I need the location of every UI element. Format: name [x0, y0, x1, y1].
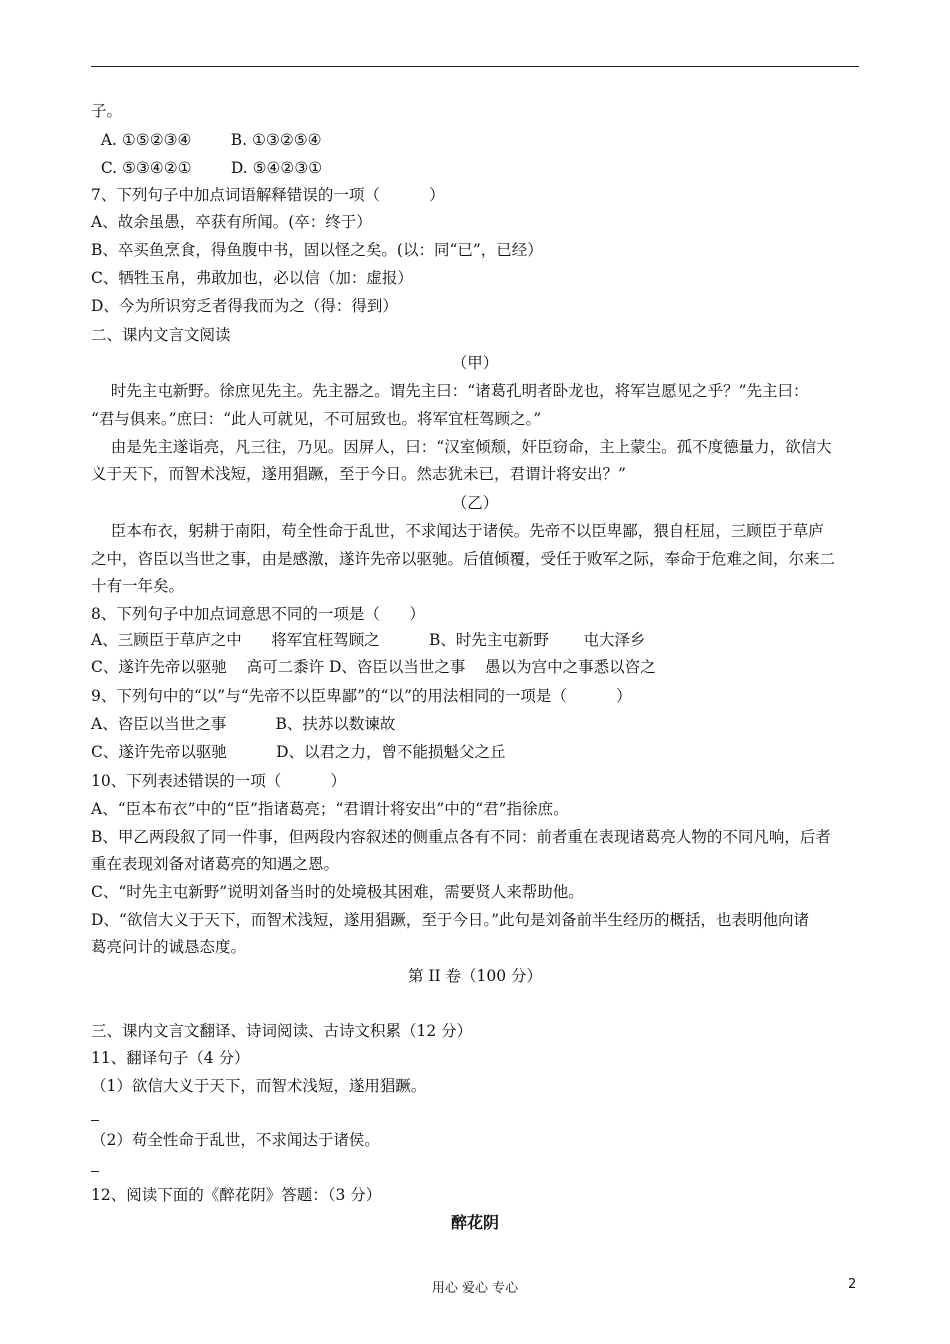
option-line: C. ⑤③④②① D. ⑤④②③①	[91, 159, 323, 177]
option-line: B、甲乙两段叙了同一件事，但两段内容叙述的侧重点各有不同：前者重在表现诸葛亮人物的不同凡响，后者	[91, 828, 831, 846]
option-line: D、“欲信大义于天下，而智术浅短，遂用猖蹶，至于今日。”此句是刘备前半生经历的概括，也表明他向诸	[91, 911, 810, 929]
text-line: 子。	[91, 102, 123, 120]
option-line: C、遂许先帝以驱驰 高可二黍许 D、咨臣以当世之事 愚以为宫中之事悉以咨之	[91, 658, 656, 676]
option-line: 葛亮问计的诚恳态度。	[91, 938, 247, 956]
passage-line: 由是先主遂诣亮，凡三往，乃见。因屏人，曰：“汉室倾颓，奸臣窃命，主上蒙尘。孤不度德量力，欲信大	[91, 438, 832, 456]
passage-line: 义于天下，而智术浅短，遂用猖蹶，至于今日。然志犹未已，君谓计将安出？”	[91, 465, 626, 483]
page-footer: 用心 爱心 专心	[431, 1281, 519, 1296]
translation-item: （2）苟全性命于乱世，不求闻达于诸侯。	[91, 1131, 380, 1149]
question-7: 7、下列句子中加点词语解释错误的一项（ ）	[91, 186, 445, 204]
option-line: C、“时先主屯新野”说明刘备当时的处境极其困难，需要贤人来帮助他。	[91, 883, 584, 901]
answer-line	[91, 1120, 99, 1121]
passage-line: “君与俱来。”庶曰：“此人可就见，不可屈致也。将军宜枉驾顾之。”	[91, 410, 542, 428]
question-12: 12、阅读下面的《醉花阴》答题：（3 分）	[91, 1186, 382, 1204]
section-heading: 二、课内文言文阅读	[91, 326, 231, 344]
translation-item: （1）欲信大义于天下，而智术浅短，遂用猖蹶。	[91, 1077, 427, 1095]
passage-line: 时先主屯新野。徐庶见先主。先主器之。谓先主曰：“诸葛孔明者卧龙也，将军岂愿见之乎？”先主曰：	[91, 382, 809, 400]
option-line: C、遂许先帝以驱驰 D、以君之力，曾不能损魁父之丘	[91, 743, 506, 761]
passage-yi-label: （乙）	[451, 494, 499, 512]
option-line: B、卒买鱼烹食，得鱼腹中书，固以怪之矣。(以：同“已”，已经）	[91, 241, 543, 259]
option-line: C、牺牲玉帛，弗敢加也，必以信（加：虚报）	[91, 269, 413, 287]
question-8: 8、下列句子中加点词意思不同的一项是（ ）	[91, 605, 425, 623]
option-line: 重在表现刘备对诸葛亮的知遇之恩。	[91, 855, 340, 873]
answer-line	[91, 1171, 99, 1172]
option-line: D、今为所识穷乏者得我而为之（得：得到）	[91, 297, 398, 315]
passage-line: 之中，咨臣以当世之事，由是感激，遂许先帝以驱驰。后值倾覆，受任于败军之际，奉命于危难之间，尔来二	[91, 550, 836, 568]
option-line: A. ①⑤②③④ B. ①③②⑤④	[91, 131, 322, 149]
option-line: A、三顾臣于草庐之中 将军宜枉驾顾之 B、时先主屯新野 屯大泽乡	[91, 631, 646, 649]
option-line: A、“臣本布衣”中的“臣”指诸葛亮；“君谓计将安出”中的“君”指徐庶。	[91, 800, 569, 818]
option-line: A、咨臣以当世之事 B、扶苏以数谏故	[91, 715, 396, 733]
passage-line: 臣本布衣，躬耕于南阳，苟全性命于乱世，不求闻达于诸侯。先帝不以臣卑鄙，猥自枉屈，三顾臣于草庐	[91, 522, 824, 540]
question-10: 10、下列表述错误的一项（ ）	[91, 772, 346, 790]
option-line: A、故余虽愚，卒获有所闻。(卒：终于）	[91, 213, 372, 231]
section-heading: 三、课内文言文翻译、诗词阅读、古诗文积累（12 分）	[91, 1022, 473, 1040]
poem-title: 醉花阴	[450, 1213, 499, 1232]
question-11: 11、翻译句子（4 分）	[91, 1049, 250, 1067]
page-number: 2	[848, 1277, 857, 1292]
passage-jia-label: （甲）	[451, 354, 499, 372]
top-rule	[91, 66, 859, 67]
passage-line: 十有一年矣。	[91, 577, 185, 595]
question-9: 9、下列句中的“以”与“先帝不以臣卑鄙”的“以”的用法相同的一项是（ ）	[91, 687, 632, 705]
volume-2-heading: 第 II 卷（100 分）	[407, 967, 543, 985]
